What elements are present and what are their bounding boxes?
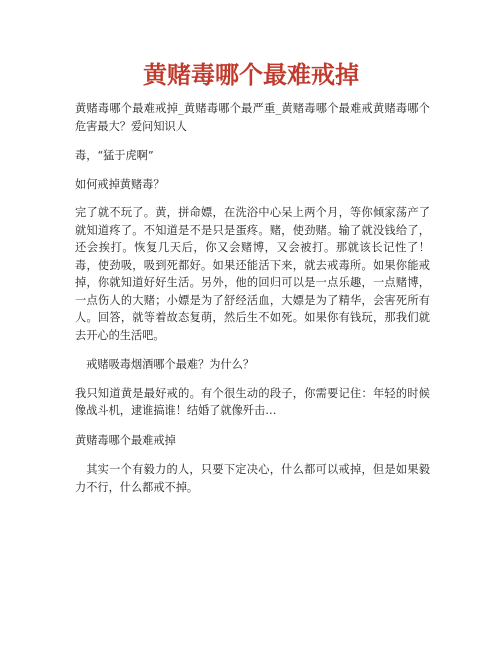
answer-paragraph: 完了就不玩了。黄，拼命嫖，在洗浴中心呆上两个月，等你倾家荡产了就知道疼了。不知道是不是只是蛋疼。赌，使劲赌。输了就没钱给了，还会挨打。恢复几天后，你又会赌博，又会被打。那就该长记性了！毒，使劲吸，吸到死都好。如果还能活下来，就去戒毒所。如果你能戒掉，你就知道好好生活。另外，他的回归可以是一点乐趣，一点赌博，一点伤人的大赌；小嫖是为了舒经活血，大嫖是为了精华，会害死所有人。回答，就等着故态复萌，然后生不如死。如果你有钱玩，那我们就去开心的生活吧。 <box>75 206 430 342</box>
document-body <box>75 100 430 496</box>
intro-paragraph: 黄赌毒哪个最难戒掉_黄赌毒哪个最严重_黄赌毒哪个最难戒黄赌毒哪个危害最大？爱问知识人 <box>75 102 430 133</box>
tiger-quote-paragraph: 毒，“猛于虎啊” <box>75 149 154 162</box>
question-heading: 戒赌吸毒烟酒哪个最难？为什么？ <box>86 358 255 371</box>
document-title: 黄赌毒哪个最难戒掉 <box>143 61 359 89</box>
question-heading: 如何戒掉黄赌毒？ <box>75 177 165 191</box>
section-heading: 黄赌毒哪个最难戒掉 <box>75 433 176 447</box>
answer-paragraph: 我只知道黄是最好戒的。有个很生动的段子，你需要记住：年轻的时候像战斗机，逮谁搞谁！结婚了就像歼击… <box>75 386 430 417</box>
closing-paragraph: 其实一个有毅力的人，只要下定决心，什么都可以戒掉，但是如果毅力不行，什么都戒不掉。 <box>75 463 430 494</box>
